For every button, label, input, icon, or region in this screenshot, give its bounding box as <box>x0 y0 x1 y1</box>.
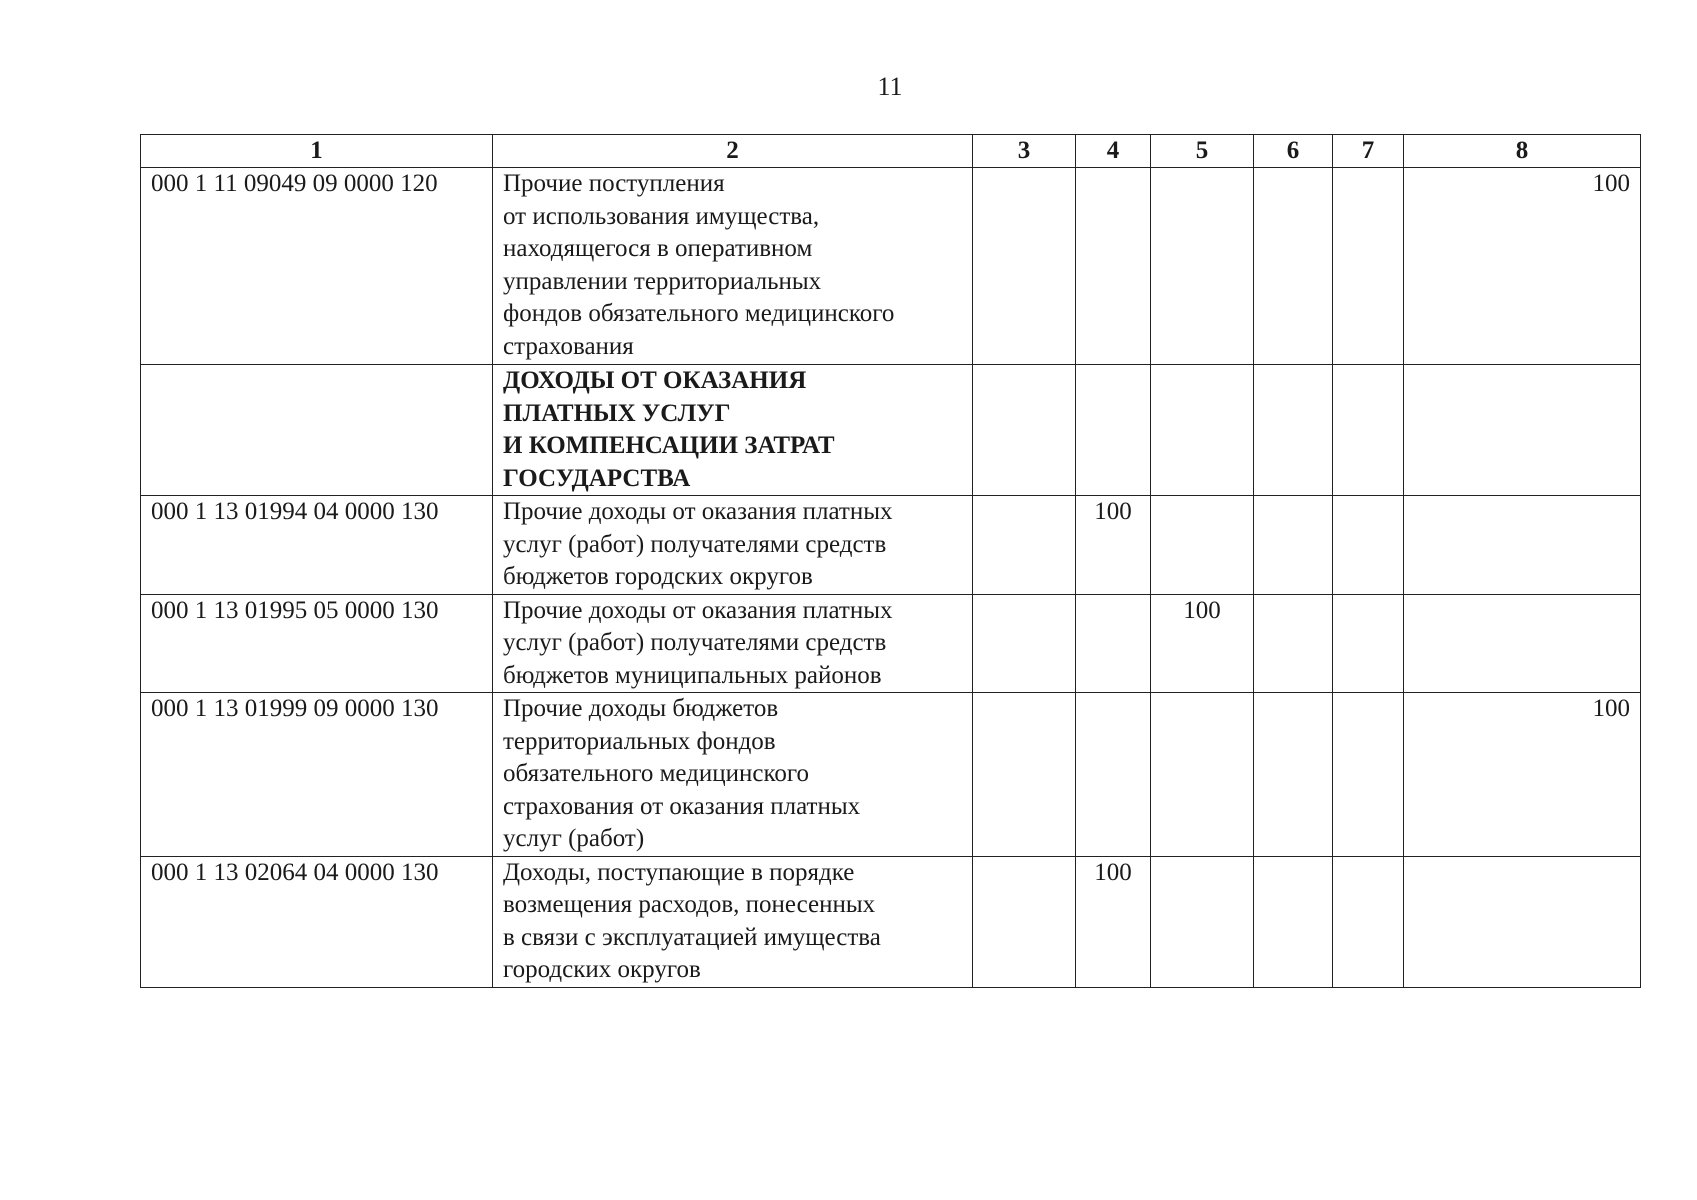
description-cell <box>493 168 973 365</box>
col-7-cell <box>1333 856 1404 987</box>
col-3-cell <box>973 168 1076 365</box>
col-5-cell <box>1151 365 1254 496</box>
col-3-cell <box>973 594 1076 693</box>
header-col-2: 2 <box>493 135 973 168</box>
col-5-cell <box>1151 168 1254 365</box>
col-7-cell <box>1333 168 1404 365</box>
col-6-cell <box>1254 856 1333 987</box>
description-text: Прочие доходы от оказания платных услуг (работ) получателями средств бюджетов городских округов <box>503 498 893 590</box>
header-col-1: 1 <box>141 135 493 168</box>
col-4-cell <box>1076 693 1151 857</box>
description-text: Прочие доходы от оказания платных услуг (работ) получателями средств бюджетов муниципальных районов <box>503 596 893 689</box>
col-5-cell <box>1151 496 1254 595</box>
description-cell <box>493 496 973 595</box>
description-cell <box>493 693 973 857</box>
col-5-cell <box>1151 856 1254 987</box>
col-3-cell <box>973 856 1076 987</box>
income-code-cell: 000 1 13 01999 09 0000 130 <box>141 693 493 857</box>
col-4-cell <box>1076 168 1151 365</box>
description-cell <box>493 856 973 987</box>
table-header-row <box>141 135 1641 168</box>
col-8-cell <box>1404 496 1641 595</box>
header-col-7: 7 <box>1333 135 1404 168</box>
col-5-cell: 100 <box>1151 594 1254 693</box>
section-heading-row <box>141 365 1641 496</box>
table-row <box>141 168 1641 365</box>
section-heading-cell <box>493 365 973 496</box>
col-6-cell <box>1254 365 1333 496</box>
table-row <box>141 594 1641 693</box>
table-row <box>141 496 1641 595</box>
description-text: Прочие доходы бюджетов территориальных фондов обязательного медицинского страхования от оказания платных услуг (работ) <box>503 695 861 852</box>
table-row <box>141 856 1641 987</box>
col-8-cell: 100 <box>1404 693 1641 857</box>
col-4-cell <box>1076 365 1151 496</box>
income-code-cell: 000 1 11 09049 09 0000 120 <box>141 168 493 365</box>
col-7-cell <box>1333 693 1404 857</box>
description-text: Доходы, поступающие в порядке возмещения расходов, понесенных в связи с эксплуатацией имущества городских округов <box>503 858 881 983</box>
col-5-cell <box>1151 693 1254 857</box>
col-8-cell: 100 <box>1404 168 1641 365</box>
income-code-cell <box>141 365 493 496</box>
col-7-cell <box>1333 594 1404 693</box>
col-3-cell <box>973 365 1076 496</box>
col-3-cell <box>973 693 1076 857</box>
section-heading-text: ДОХОДЫ ОТ ОКАЗАНИЯ ПЛАТНЫХ УСЛУГ И КОМПЕНСАЦИИ ЗАТРАТ ГОСУДАРСТВА <box>503 367 835 492</box>
col-6-cell <box>1254 168 1333 365</box>
col-6-cell <box>1254 594 1333 693</box>
header-col-8: 8 <box>1404 135 1641 168</box>
col-7-cell <box>1333 496 1404 595</box>
col-4-cell <box>1076 594 1151 693</box>
col-8-cell <box>1404 365 1641 496</box>
header-col-6: 6 <box>1254 135 1333 168</box>
col-8-cell <box>1404 594 1641 693</box>
income-code-cell: 000 1 13 01994 04 0000 130 <box>141 496 493 595</box>
table-row <box>141 693 1641 857</box>
header-col-4: 4 <box>1076 135 1151 168</box>
col-6-cell <box>1254 496 1333 595</box>
col-8-cell <box>1404 856 1641 987</box>
income-codes-table <box>140 134 1641 988</box>
col-7-cell <box>1333 365 1404 496</box>
col-4-cell: 100 <box>1076 496 1151 595</box>
col-3-cell <box>973 496 1076 595</box>
col-6-cell <box>1254 693 1333 857</box>
header-col-5: 5 <box>1151 135 1254 168</box>
page-number: 11 <box>877 72 903 101</box>
header-col-3: 3 <box>973 135 1076 168</box>
col-4-cell: 100 <box>1076 856 1151 987</box>
income-code-cell: 000 1 13 01995 05 0000 130 <box>141 594 493 693</box>
description-text: Прочие поступления от использования имущества, находящегося в оперативном управлении территориальных фондов обязательного медицинского страхования <box>503 170 895 360</box>
description-cell <box>493 594 973 693</box>
income-code-cell: 000 1 13 02064 04 0000 130 <box>141 856 493 987</box>
